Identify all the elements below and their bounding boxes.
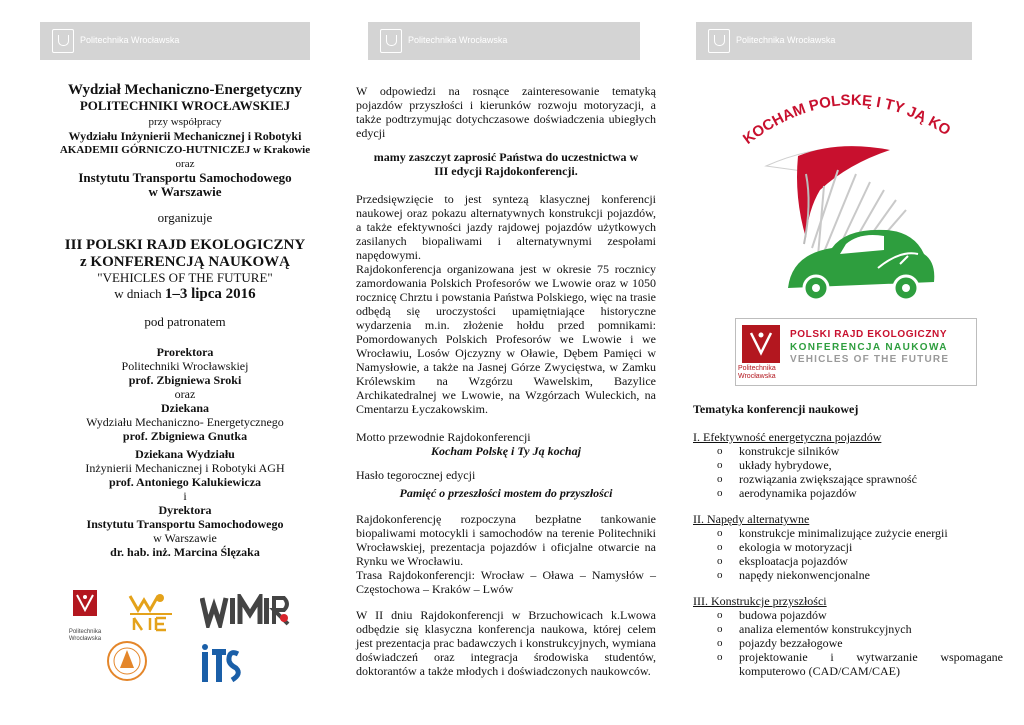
dates-value: 1–3 lipca 2016 xyxy=(164,286,256,302)
topic-item: o pojazdy bezzałogowe xyxy=(717,636,1003,650)
and-text: oraz xyxy=(175,158,195,170)
agh-seal-icon xyxy=(106,640,148,682)
event-title-2: z KONFERENCJĄ NAUKOWĄ xyxy=(80,254,290,270)
pwr-crest-icon xyxy=(62,588,108,624)
dean-title: Dziekana xyxy=(161,401,209,415)
arc-slogan: KOCHAM POLSKĘ I TY JĄ KO xyxy=(739,91,954,148)
director-city: w Warszawie xyxy=(153,531,217,545)
rally-badge xyxy=(735,318,977,386)
prorektor-title: Prorektora xyxy=(156,345,214,359)
pwr-crest-icon xyxy=(742,325,780,363)
director-title: Dyrektora xyxy=(158,503,212,517)
topic-item: o eksploatacja pojazdów xyxy=(717,554,1003,568)
event-title-1: III POLSKI RAJD EKOLOGICZNY xyxy=(64,237,306,253)
slogan-label: Hasło tegorocznej edycji xyxy=(356,468,476,482)
pwr-logo-icon xyxy=(380,29,402,53)
director-of: Instytutu Transportu Samochodowego xyxy=(86,517,284,531)
column-description xyxy=(356,84,656,678)
slogan-text: Pamięć o przeszłości mostem do przyszłości xyxy=(399,486,613,500)
topics-title: Tematyka konferencji naukowej xyxy=(693,402,859,416)
prorektor-of: Politechniki Wrocławskiej xyxy=(121,359,249,373)
topic-item: o rozwiązania zwiększające sprawność xyxy=(717,472,1003,486)
conference-paragraph: W II dniu Rajdokonferencji w Brzuchowicach k.Lwowa odbędzie się klasyczna konferencja naukowa, której celem jest prezentacja prac badawczych i konstrukcyjnych, wymiana doświadczeń oraz integracja środowiska studentów, doktorantów a także młodych i doświadczonych naukowców. xyxy=(356,608,656,678)
faculty2-title: Wydziału Inżynierii Mechanicznej i Robotyki xyxy=(68,129,302,143)
prorektor-name: prof. Zbigniewa Sroki xyxy=(128,373,242,387)
institute-city: w Warszawie xyxy=(148,184,222,199)
i-text: i xyxy=(183,489,187,503)
wimir-logo-icon xyxy=(200,594,292,628)
pwr-logo-icon xyxy=(52,29,74,53)
institute-title: Instytutu Transportu Samochodowego xyxy=(78,170,292,185)
topic-section-2 xyxy=(693,512,1003,582)
dates-prefix: w dniach xyxy=(114,286,165,301)
rally-badge-line3: VEHICLES OF THE FUTURE xyxy=(790,354,950,365)
topic-item: o napędy niekonwencjonalne xyxy=(717,568,1003,582)
topic-item: o układy hybrydowe, xyxy=(717,458,1003,472)
header-label: Politechnika Wrocławska xyxy=(80,35,180,45)
faculty-title: Wydział Mechaniczno-Energetyczny xyxy=(68,82,302,98)
rally-badge-university: Politechnika Wrocławska xyxy=(738,365,776,380)
event-dates xyxy=(40,287,330,301)
dean-of: Wydziału Mechaniczno- Energetycznego xyxy=(86,415,284,429)
rally-badge-line1: POLSKI RAJD EKOLOGICZNY xyxy=(790,329,948,340)
event-title-3: "VEHICLES OF THE FUTURE" xyxy=(97,270,273,285)
patronage-text: pod patronatem xyxy=(144,314,226,329)
header-bar-3 xyxy=(696,22,972,60)
topic-item: o budowa pojazdów xyxy=(717,608,1003,622)
intro-paragraph: W odpowiedzi na rosnące zainteresowanie tematyką pojazdów przyszłości i kierunków rozwoju motoryzacji, a także podtrzymując dotychczasowe doświadczenia ubiegłych edycji xyxy=(356,84,656,140)
route-paragraph: Trasa Rajdokonferencji: Wrocław – Oława – Namysłów – Częstochowa – Kraków – Lwów xyxy=(356,568,656,596)
organizes-text: organizuje xyxy=(157,210,213,225)
wimir-logo xyxy=(200,594,292,628)
column-organizers xyxy=(40,82,330,559)
dean-name: prof. Zbigniewa Gnutka xyxy=(122,429,248,443)
dean2-title: Dziekana Wydziału xyxy=(135,447,235,461)
motto-label: Motto przewodnie Rajdokonferencji xyxy=(356,430,531,444)
pwr-logo xyxy=(62,588,108,642)
opening-paragraph: Rajdokonferencję rozpoczyna bezpłatne tankowanie biopaliwami motocykli i samochodów na terenie Politechniki Wrocławskiej, prezentacja pojazdów i oficjalne otwarcie na Rynku we Wrocławiu. xyxy=(356,512,656,568)
motto-text: Kocham Polskę i Ty Ją kochaj xyxy=(431,444,581,458)
topic-section-1 xyxy=(693,430,1003,500)
header-label: Politechnika Wrocławska xyxy=(408,35,508,45)
header-bar-2 xyxy=(368,22,640,60)
header-bar-1 xyxy=(40,22,310,60)
dean2-of: Inżynierii Mechanicznej i Robotyki AGH xyxy=(85,461,285,475)
its-logo xyxy=(200,644,242,684)
agh-seal-logo xyxy=(106,640,148,682)
with-text: przy współpracy xyxy=(148,116,222,128)
director-name: dr. hab. inż. Marcina Ślęzaka xyxy=(110,545,260,559)
invitation-text: mamy zaszczyt zaprosić Państwa do uczestnictwa w III edycji Rajdokonferencji. xyxy=(373,150,639,178)
rally-emblem-graphic xyxy=(728,78,978,310)
its-logo-icon xyxy=(200,644,242,684)
pwr-logo-label: Politechnika Wrocławska xyxy=(68,629,102,642)
topic-item: o konstrukcje silników xyxy=(717,444,1003,458)
dean2-name: prof. Antoniego Kalukiewicza xyxy=(108,475,262,489)
topic-section-title: III. Konstrukcje przyszłości xyxy=(693,594,827,608)
university-title: POLITECHNIKI WROCŁAWSKIEJ xyxy=(79,98,291,113)
topic-item: o ekologia w motoryzacji xyxy=(717,540,1003,554)
topic-section-title: I. Efektywność energetyczna pojazdów xyxy=(693,430,882,444)
topic-item: o konstrukcje minimalizujące zużycie energii xyxy=(717,526,1003,540)
topic-item: o projektowanie i wytwarzanie wspomagane komputerowo (CAD/CAM/CAE) xyxy=(717,650,1003,678)
agh-title: AKADEMII GÓRNICZO-HUTNICZEJ w Krakowie xyxy=(59,144,311,156)
anniversary-paragraph: Rajdokonferencja organizowana jest w okresie 75 rocznicy zamordowania Polskich Profesorów we Lwowie oraz w 1050 rocznicę Chrztu i powstania Państwa Polskiego, więc na trasie odbędą się uroczystości upamiętniające historyczne wydarzenia m.in. złożenie hołdu przed pomnikami: Pomordowanych Polskich Profesorów we Lwowie i we Wrocławiu, Losów Ojczyzny w Oławie, Dębem Pamięci w Namysłowie, a także na Jasnej Górze Zwycięstwa, w Zamku Królewskim na Wzgórzu Wawelskim, Bazylice Archikatedralnej we Lwowie, na Wzgórzach Wuleckich, na Cmentarzu Łyczakowskim. xyxy=(356,262,656,416)
rally-emblem xyxy=(728,78,978,310)
header-label: Politechnika Wrocławska xyxy=(736,35,836,45)
wme-logo xyxy=(126,590,176,632)
topic-item: o aerodynamika pojazdów xyxy=(717,486,1003,500)
synthesis-paragraph: Przedsięwzięcie to jest syntezą klasycznej konferencji naukowej oraz pokazu alternatywnych konstrukcji pojazdów, a także efektywności jazdy rajdowej pojazdów użytkowych zasilanych biopaliwami i alternatywnymi zespołami napędowymi. xyxy=(356,192,656,262)
rally-badge-line2: KONFERENCJA NAUKOWA xyxy=(790,342,948,353)
topic-section-3 xyxy=(693,594,1003,678)
topic-item: o analiza elementów konstrukcyjnych xyxy=(717,622,1003,636)
topic-section-title: II. Napędy alternatywne xyxy=(693,512,810,526)
wme-logo-icon xyxy=(126,590,176,632)
column-topics xyxy=(693,402,1003,678)
and2-text: oraz xyxy=(174,387,196,401)
pwr-logo-icon xyxy=(708,29,730,53)
